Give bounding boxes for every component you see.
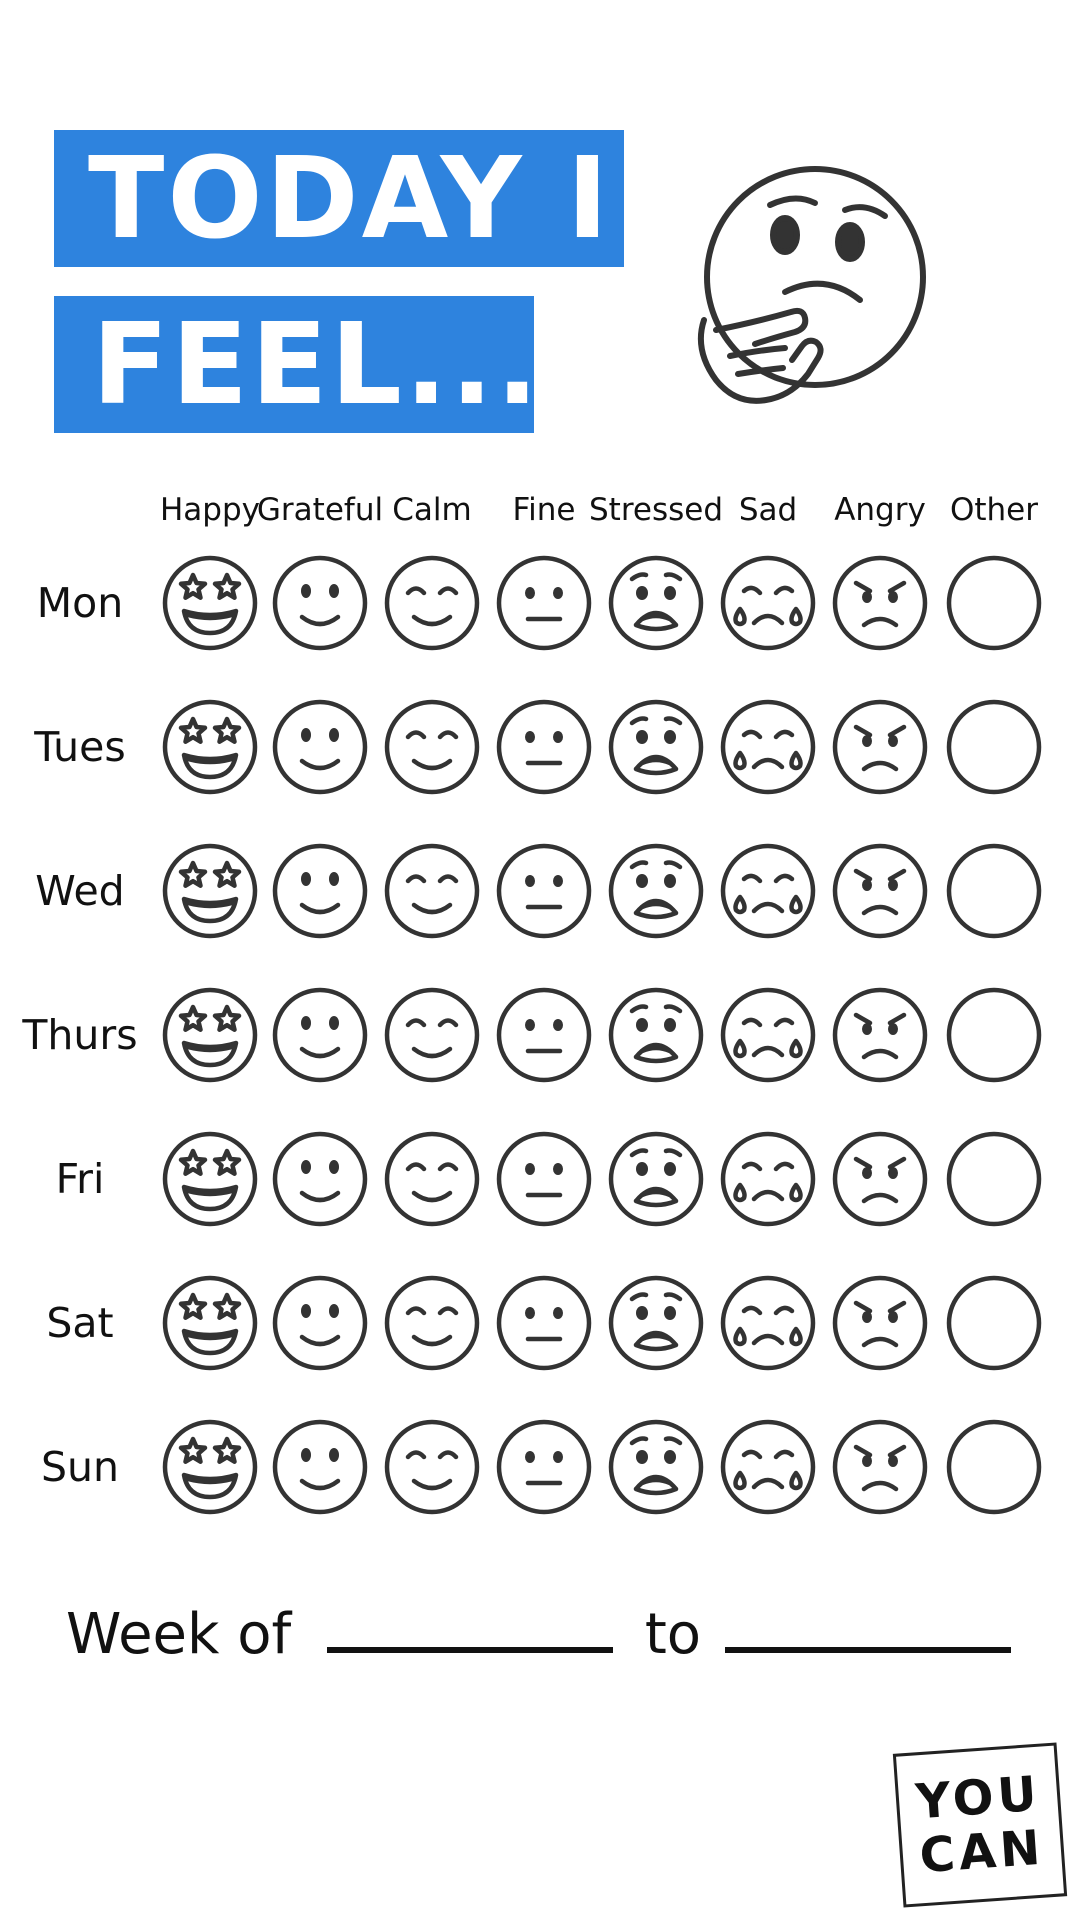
relieved-face-icon[interactable] <box>382 841 482 941</box>
anguished-face-icon[interactable] <box>606 1129 706 1229</box>
day-label-thurs: Thurs <box>22 1011 138 1059</box>
neutral-face-icon[interactable] <box>494 697 594 797</box>
crying-face-icon[interactable] <box>718 697 818 797</box>
blank-circle-icon[interactable] <box>944 985 1044 1085</box>
column-header-angry: Angry <box>834 492 926 528</box>
neutral-face-icon[interactable] <box>494 985 594 1085</box>
anguished-face-icon[interactable] <box>606 985 706 1085</box>
crying-face-icon[interactable] <box>718 1417 818 1517</box>
anguished-face-icon[interactable] <box>606 697 706 797</box>
neutral-face-icon[interactable] <box>494 1417 594 1517</box>
smiling-face-icon[interactable] <box>270 1273 370 1373</box>
relieved-face-icon[interactable] <box>382 1129 482 1229</box>
neutral-face-icon[interactable] <box>494 553 594 653</box>
neutral-face-icon[interactable] <box>494 1273 594 1373</box>
star-struck-icon[interactable] <box>160 841 260 941</box>
angry-face-icon[interactable] <box>830 985 930 1085</box>
angry-face-icon[interactable] <box>830 1273 930 1373</box>
blank-circle-icon[interactable] <box>944 697 1044 797</box>
smiling-face-icon[interactable] <box>270 1417 370 1517</box>
star-struck-icon[interactable] <box>160 985 260 1085</box>
crying-face-icon[interactable] <box>718 1129 818 1229</box>
anguished-face-icon[interactable] <box>606 553 706 653</box>
week-range-line <box>66 1602 1011 1667</box>
title-line-2: FEEL... <box>54 296 534 433</box>
you-can-logo <box>893 1742 1067 1907</box>
column-header-stressed: Stressed <box>588 492 724 528</box>
smiling-face-icon[interactable] <box>270 985 370 1085</box>
neutral-face-icon[interactable] <box>494 841 594 941</box>
column-header-fine: Fine <box>512 492 576 528</box>
crying-face-icon[interactable] <box>718 553 818 653</box>
smiling-face-icon[interactable] <box>270 841 370 941</box>
relieved-face-icon[interactable] <box>382 553 482 653</box>
relieved-face-icon[interactable] <box>382 1417 482 1517</box>
blank-circle-icon[interactable] <box>944 1273 1044 1373</box>
anguished-face-icon[interactable] <box>606 1273 706 1373</box>
smiling-face-icon[interactable] <box>270 553 370 653</box>
anguished-face-icon[interactable] <box>606 841 706 941</box>
day-label-fri: Fri <box>55 1155 105 1203</box>
blank-circle-icon[interactable] <box>944 1417 1044 1517</box>
star-struck-icon[interactable] <box>160 1273 260 1373</box>
angry-face-icon[interactable] <box>830 697 930 797</box>
relieved-face-icon[interactable] <box>382 1273 482 1373</box>
week-end-blank[interactable] <box>725 1647 1011 1653</box>
week-start-blank[interactable] <box>327 1647 613 1653</box>
logo-line-1: YOU <box>913 1765 1043 1831</box>
column-header-calm: Calm <box>392 492 472 528</box>
smiling-face-icon[interactable] <box>270 1129 370 1229</box>
relieved-face-icon[interactable] <box>382 697 482 797</box>
blank-circle-icon[interactable] <box>944 1129 1044 1229</box>
crying-face-icon[interactable] <box>718 841 818 941</box>
angry-face-icon[interactable] <box>830 1129 930 1229</box>
day-label-tues: Tues <box>34 723 126 771</box>
title-line-1: TODAY I <box>54 130 624 267</box>
angry-face-icon[interactable] <box>830 841 930 941</box>
week-of-label: Week of <box>66 1602 292 1667</box>
column-header-sad: Sad <box>738 492 798 528</box>
star-struck-icon[interactable] <box>160 697 260 797</box>
column-header-grateful: Grateful <box>256 492 384 528</box>
angry-face-icon[interactable] <box>830 553 930 653</box>
neutral-face-icon[interactable] <box>494 1129 594 1229</box>
column-header-other: Other <box>949 492 1039 528</box>
logo-line-2: CAN <box>917 1819 1046 1885</box>
day-label-mon: Mon <box>36 579 124 627</box>
star-struck-icon[interactable] <box>160 1129 260 1229</box>
day-label-wed: Wed <box>35 867 125 915</box>
blank-circle-icon[interactable] <box>944 841 1044 941</box>
blank-circle-icon[interactable] <box>944 553 1044 653</box>
day-label-sat: Sat <box>46 1299 114 1347</box>
star-struck-icon[interactable] <box>160 553 260 653</box>
column-header-happy: Happy <box>159 492 261 528</box>
crying-face-icon[interactable] <box>718 1273 818 1373</box>
thinking-face-icon <box>690 160 950 410</box>
to-label: to <box>644 1602 702 1667</box>
angry-face-icon[interactable] <box>830 1417 930 1517</box>
star-struck-icon[interactable] <box>160 1417 260 1517</box>
crying-face-icon[interactable] <box>718 985 818 1085</box>
day-label-sun: Sun <box>41 1443 119 1491</box>
smiling-face-icon[interactable] <box>270 697 370 797</box>
relieved-face-icon[interactable] <box>382 985 482 1085</box>
anguished-face-icon[interactable] <box>606 1417 706 1517</box>
